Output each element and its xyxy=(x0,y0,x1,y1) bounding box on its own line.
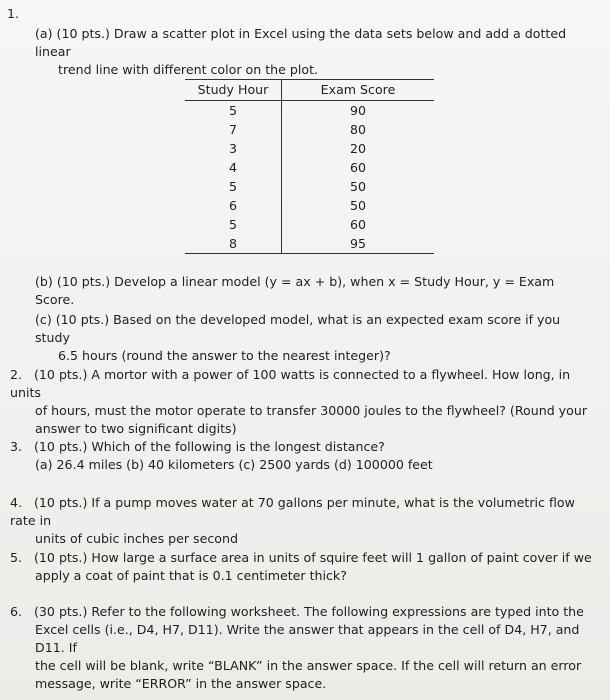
study-hour-cell: 8 xyxy=(185,234,282,254)
question-1c xyxy=(35,311,595,365)
question-1-number: 1. xyxy=(7,6,20,21)
exam-score-cell: 50 xyxy=(349,178,367,194)
exam-score-cell: 80 xyxy=(349,121,367,137)
question-1a-line2: trend line with different color on the plot. xyxy=(58,62,319,77)
question-1a-line1: (a) (10 pts.) Draw a scatter plot in Excel using the data sets below and add a dotted linear xyxy=(35,26,567,59)
question-6-line4: message, write “ERROR” in the answer space. xyxy=(35,676,327,691)
table-row xyxy=(185,101,434,121)
question-5-number: 5. xyxy=(10,550,23,565)
exam-score-cell: 50 xyxy=(349,197,367,213)
question-3-line1: (10 pts.) Which of the following is the longest distance? xyxy=(34,439,385,454)
question-1c-line1: (c) (10 pts.) Based on the developed model, what is an expected exam score if you study xyxy=(35,312,561,345)
table-row xyxy=(185,215,434,234)
question-5-line2: apply a coat of paint that is 0.1 centimeter thick? xyxy=(35,568,347,583)
study-hour-cell: 3 xyxy=(185,139,282,158)
question-6-number: 6. xyxy=(10,604,23,619)
header-exam-score: Exam Score xyxy=(282,80,435,101)
question-4-line2: units of cubic inches per second xyxy=(35,531,238,546)
question-2-line3: answer to two significant digits) xyxy=(35,421,237,436)
question-2 xyxy=(10,366,600,438)
question-2-number: 2. xyxy=(10,367,23,382)
question-6-line3: the cell will be blank, write “BLANK” in the answer space. If the cell will return an error xyxy=(35,658,582,673)
study-hour-cell: 5 xyxy=(185,215,282,234)
question-5 xyxy=(10,549,600,585)
table-row xyxy=(185,120,434,139)
header-study-hour: Study Hour xyxy=(185,80,282,101)
question-4-number: 4. xyxy=(10,495,23,510)
exam-score-cell: 60 xyxy=(349,159,367,175)
question-5-line1: (10 pts.) How large a surface area in units of squire feet will 1 gallon of paint cover if we xyxy=(34,550,592,565)
exam-score-cell: 90 xyxy=(349,102,367,118)
exam-score-cell: 60 xyxy=(349,216,367,232)
data-table xyxy=(185,79,434,254)
question-6 xyxy=(10,603,600,693)
exam-score-cell: 95 xyxy=(282,234,435,254)
table-row xyxy=(185,196,434,215)
question-1a xyxy=(35,25,595,79)
study-hour-cell: 7 xyxy=(185,120,282,139)
question-4-line1: (10 pts.) If a pump moves water at 70 gallons per minute, what is the volumetric flow rate in xyxy=(10,495,575,528)
study-hour-cell: 5 xyxy=(185,101,282,121)
question-2-line2: of hours, must the motor operate to transfer 30000 joules to the flywheel? (Round your xyxy=(35,403,588,418)
table-row xyxy=(185,177,434,196)
table-row xyxy=(185,158,434,177)
question-2-line1: (10 pts.) A mortor with a power of 100 watts is connected to a flywheel. How long, in units xyxy=(10,367,571,400)
table-row xyxy=(185,139,434,158)
question-1b: (b) (10 pts.) Develop a linear model (y = ax + b), when x = Study Hour, y = Exam Score. xyxy=(35,274,555,307)
question-6-line2: Excel cells (i.e., D4, H7, D11). Write the answer that appears in the cell of D4, H7, and D11. If xyxy=(35,622,580,655)
study-hour-cell: 4 xyxy=(185,158,282,177)
exam-score-cell: 20 xyxy=(349,140,367,156)
question-3 xyxy=(10,438,600,474)
question-1c-line2: 6.5 hours (round the answer to the nearest integer)? xyxy=(58,348,391,363)
table-header-row xyxy=(185,80,434,101)
question-3-line2: (a) 26.4 miles (b) 40 kilometers (c) 2500 yards (d) 100000 feet xyxy=(35,457,433,472)
table-row xyxy=(185,234,434,254)
study-hour-cell: 5 xyxy=(185,177,282,196)
question-4 xyxy=(10,494,600,548)
question-3-number: 3. xyxy=(10,439,23,454)
question-6-line1: (30 pts.) Refer to the following worksheet. The following expressions are typed into the xyxy=(34,604,584,619)
study-hour-cell: 6 xyxy=(185,196,282,215)
